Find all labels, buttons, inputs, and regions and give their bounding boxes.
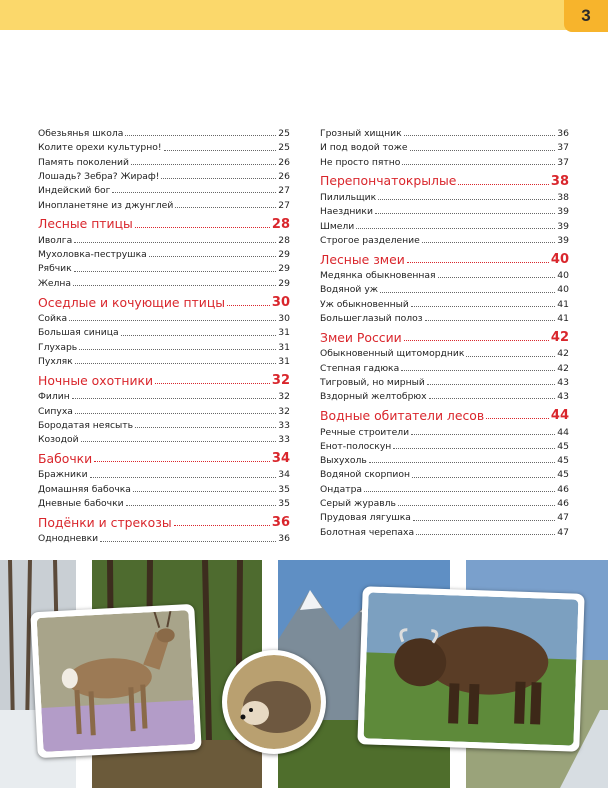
toc-page-number: 36: [557, 128, 569, 140]
toc-page-number: 29: [278, 277, 290, 289]
toc-item: [320, 280, 569, 294]
dot-leader: [404, 340, 549, 341]
toc-page-number: 46: [557, 483, 569, 495]
toc-section: [320, 401, 569, 422]
toc-item-title: Большая синица: [38, 327, 119, 339]
roe-deer-photo: [30, 604, 201, 758]
toc-item: [38, 309, 290, 323]
toc-page-number: 39: [557, 206, 569, 218]
toc-item-title: Желна: [38, 277, 72, 289]
toc-item-title: Сипуха: [38, 405, 73, 417]
photo-collage: [0, 560, 608, 788]
toc-item: [320, 124, 569, 138]
toc-item-title: Речные строители: [320, 426, 410, 438]
dot-leader: [416, 534, 555, 535]
toc-item: [38, 124, 290, 138]
dot-leader: [411, 306, 555, 307]
toc-item-title: Козодой: [38, 434, 79, 446]
toc-section: [38, 444, 290, 465]
dot-leader: [69, 320, 276, 321]
toc-page-number: 31: [278, 355, 290, 367]
toc-item-title: Большеглазый полоз: [320, 313, 423, 325]
toc-page-number: 35: [278, 498, 290, 510]
toc-item: [38, 323, 290, 337]
roe-deer-image: [37, 610, 196, 752]
toc-item: [38, 181, 290, 195]
toc-item: [320, 494, 569, 508]
toc-page-number: 43: [557, 391, 569, 403]
toc-item: [320, 508, 569, 522]
toc-page-number: 31: [278, 341, 290, 353]
toc-item: [38, 245, 290, 259]
dot-leader: [135, 427, 276, 428]
toc-item: [38, 465, 290, 479]
dot-leader: [175, 207, 276, 208]
dot-leader: [72, 398, 277, 399]
dot-leader: [135, 227, 270, 228]
toc-page-number: 28: [278, 234, 290, 246]
dot-leader: [131, 164, 276, 165]
toc-page-number: 38: [557, 191, 569, 203]
toc-section-title: Змеи России: [320, 329, 402, 345]
toc-page-number: 46: [557, 498, 569, 510]
toc-page-number: 33: [278, 419, 290, 431]
hedgehog-image: [227, 655, 321, 749]
toc-page-number: 26: [278, 170, 290, 182]
toc-item-title: Дневные бабочки: [38, 498, 124, 510]
toc-item: [38, 338, 290, 352]
toc-item-title: Колите орехи культурно!: [38, 142, 162, 154]
toc-page-number: 40: [557, 284, 569, 296]
toc-item: [320, 138, 569, 152]
dot-leader: [422, 242, 556, 243]
toc-section-title: Подёнки и стрекозы: [38, 514, 172, 530]
toc-item: [320, 373, 569, 387]
toc-page-number: 41: [557, 313, 569, 325]
toc-page-number: 29: [278, 249, 290, 261]
toc-item: [320, 523, 569, 537]
toc-item: [38, 195, 290, 209]
toc-page-number: 42: [550, 330, 569, 346]
dot-leader: [121, 335, 277, 336]
toc-page-number: 47: [557, 512, 569, 524]
toc-section-title: Бабочки: [38, 450, 93, 466]
dot-leader: [380, 292, 555, 293]
dot-leader: [155, 383, 270, 384]
toc-item: [320, 216, 569, 230]
toc-item: [38, 387, 290, 401]
dot-leader: [74, 271, 277, 272]
dot-leader: [164, 150, 277, 151]
toc-item-title: Глухарь: [38, 341, 78, 353]
toc-page-number: 36: [271, 515, 290, 531]
dot-leader: [429, 398, 556, 399]
toc-item-title: Обезьянья школа: [38, 128, 124, 140]
toc-item-title: Бородатая неясыть: [38, 419, 134, 431]
toc-item: [320, 231, 569, 245]
toc-page-number: 34: [271, 451, 290, 467]
toc-section-title: Оседлые и кочующие птицы: [38, 294, 226, 310]
toc-item-title: Грозный хищник: [320, 128, 402, 140]
toc-page-number: 45: [557, 469, 569, 481]
toc-item: [320, 480, 569, 494]
toc-item: [320, 422, 569, 436]
toc-page-number: 33: [278, 434, 290, 446]
dot-leader: [425, 320, 556, 321]
toc-page-number: 40: [557, 270, 569, 282]
dot-leader: [81, 441, 277, 442]
dot-leader: [438, 277, 556, 278]
toc-item-title: Медянка обыкновенная: [320, 270, 436, 282]
toc-item: [320, 359, 569, 373]
toc-item: [320, 309, 569, 323]
dot-leader: [112, 192, 276, 193]
toc-item-title: Степная гадюка: [320, 362, 400, 374]
toc-item-title: Тигровый, но мирный: [320, 376, 425, 388]
toc-page-number: 35: [278, 483, 290, 495]
dot-leader: [412, 477, 555, 478]
toc-item-title: Иволга: [38, 234, 73, 246]
toc-item-title: Лошадь? Зебра? Жираф!: [38, 170, 160, 182]
dot-leader: [401, 370, 555, 371]
toc-item-title: Мухоловка-пеструшка: [38, 249, 147, 261]
toc-section-title: Лесные птицы: [38, 216, 133, 232]
dot-leader: [73, 285, 276, 286]
dot-leader: [75, 413, 276, 414]
toc-page-number: 39: [557, 220, 569, 232]
dot-leader: [458, 184, 549, 185]
dot-leader: [393, 448, 555, 449]
toc-item-title: Енот-полоскун: [320, 440, 392, 452]
dot-leader: [364, 491, 555, 492]
dot-leader: [398, 505, 555, 506]
toc-page-number: 39: [557, 234, 569, 246]
toc-page-number: 43: [557, 376, 569, 388]
toc-page-number: 28: [271, 216, 290, 232]
toc-section-title: Лесные змеи: [320, 251, 405, 267]
toc-item-title: Бражники: [38, 469, 88, 481]
toc-section: [38, 508, 290, 529]
dot-leader: [427, 384, 555, 385]
toc-item-title: Прудовая лягушка: [320, 512, 411, 524]
dot-leader: [402, 164, 555, 165]
toc-item: [320, 188, 569, 202]
toc-item-title: Строгое разделение: [320, 234, 420, 246]
dot-leader: [466, 356, 555, 357]
bison-image: [364, 592, 579, 745]
toc-page-number: 37: [557, 156, 569, 168]
toc-page-number: 25: [278, 142, 290, 154]
toc-page-number: 32: [271, 373, 290, 389]
toc-item: [320, 266, 569, 280]
toc-section-title: Перепончатокрылые: [320, 173, 457, 189]
toc-item-title: И под водой тоже: [320, 142, 408, 154]
toc-section: [38, 210, 290, 231]
dot-leader: [174, 525, 270, 526]
hedgehog-photo: [222, 650, 326, 754]
toc-section: [320, 323, 569, 344]
toc-page-number: 27: [278, 185, 290, 197]
dot-leader: [486, 418, 549, 419]
toc-item-title: Выхухоль: [320, 455, 367, 467]
toc-item-title: Пилильщик: [320, 191, 377, 203]
toc-page-number: 42: [557, 362, 569, 374]
toc-item-title: Филин: [38, 391, 70, 403]
toc-item: [320, 451, 569, 465]
toc-page-number: 31: [278, 327, 290, 339]
toc-item-title: Водяной скорпион: [320, 469, 410, 481]
toc-item: [38, 259, 290, 273]
toc-page-number: 47: [557, 526, 569, 538]
toc-item: [38, 167, 290, 181]
toc-item: [38, 352, 290, 366]
dot-leader: [161, 178, 276, 179]
toc-item-title: Ондатра: [320, 483, 363, 495]
toc-item-title: Не просто пятно: [320, 156, 401, 168]
toc-item-title: Индейский бог: [38, 185, 111, 197]
bison-photo: [357, 586, 584, 752]
dot-leader: [411, 434, 555, 435]
toc-page-number: 45: [557, 440, 569, 452]
dot-leader: [149, 256, 277, 257]
dot-leader: [125, 135, 276, 136]
toc-item-title: Инопланетяне из джунглей: [38, 199, 174, 211]
toc-item: [38, 274, 290, 288]
toc-item: [320, 295, 569, 309]
dot-leader: [133, 491, 276, 492]
dot-leader: [126, 505, 277, 506]
toc-page-number: 38: [550, 173, 569, 189]
toc-item-title: Однодневки: [38, 533, 99, 545]
toc-item-title: Сойка: [38, 313, 68, 325]
dot-leader: [404, 135, 556, 136]
dot-leader: [369, 462, 556, 463]
toc-item-title: Рябчик: [38, 263, 72, 275]
toc-page-number: 44: [550, 408, 569, 424]
header-bar: [0, 0, 608, 30]
toc-section-title: Ночные охотники: [38, 372, 154, 388]
dot-leader: [413, 520, 555, 521]
page-number-tab: [564, 0, 608, 32]
toc-page-number: 36: [278, 533, 290, 545]
toc-page-number: 41: [557, 298, 569, 310]
toc-page-number: 30: [271, 294, 290, 310]
toc-item: [38, 231, 290, 245]
dot-leader: [375, 213, 555, 214]
toc-item-title: Наездники: [320, 206, 373, 218]
toc-item-title: Уж обыкновенный: [320, 298, 409, 310]
dot-leader: [94, 461, 270, 462]
toc-item: [320, 465, 569, 479]
toc-item: [320, 153, 569, 167]
toc-column-right: [320, 124, 569, 537]
toc-page-number: 32: [278, 405, 290, 417]
toc-page-number: 30: [278, 313, 290, 325]
dot-leader: [79, 349, 276, 350]
toc-page-number: 26: [278, 156, 290, 168]
toc-section: [38, 288, 290, 309]
toc-page-number: 25: [278, 128, 290, 140]
toc-item-title: Шмели: [320, 220, 355, 232]
toc-item-title: Серый журавль: [320, 498, 396, 510]
toc-section: [320, 245, 569, 266]
dot-leader: [378, 199, 555, 200]
toc-item: [38, 494, 290, 508]
toc-item: [38, 416, 290, 430]
toc-item: [38, 153, 290, 167]
toc-page-number: 29: [278, 263, 290, 275]
toc-item-title: Обыкновенный щитомордник: [320, 348, 465, 360]
dot-leader: [75, 363, 277, 364]
toc-page-number: 42: [557, 348, 569, 360]
toc-column-left: [38, 124, 290, 544]
toc-item: [320, 202, 569, 216]
toc-item: [38, 529, 290, 543]
dot-leader: [407, 262, 549, 263]
toc-page-number: 44: [557, 426, 569, 438]
dot-leader: [410, 150, 556, 151]
toc-item: [320, 437, 569, 451]
toc-item: [38, 430, 290, 444]
toc-item: [320, 344, 569, 358]
dot-leader: [227, 305, 270, 306]
toc-item-title: Болотная черепаха: [320, 526, 415, 538]
toc-page-number: 37: [557, 142, 569, 154]
toc-item-title: Домашняя бабочка: [38, 483, 131, 495]
dot-leader: [90, 477, 277, 478]
toc-page-number: 34: [278, 469, 290, 481]
toc-item: [38, 138, 290, 152]
dot-leader: [74, 242, 276, 243]
toc-item-title: Пухляк: [38, 355, 73, 367]
toc-section: [320, 167, 569, 188]
dot-leader: [356, 228, 555, 229]
toc-item-title: Память поколений: [38, 156, 129, 168]
toc-item: [38, 480, 290, 494]
toc-item-title: Вздорный желтобрюх: [320, 391, 427, 403]
toc-item: [38, 401, 290, 415]
toc-page-number: 32: [278, 391, 290, 403]
toc-section: [38, 366, 290, 387]
page-number: 3: [581, 6, 591, 25]
toc-page-number: 45: [557, 455, 569, 467]
toc-section-title: Водные обитатели лесов: [320, 408, 485, 424]
toc-page-number: 40: [550, 252, 569, 268]
dot-leader: [100, 541, 276, 542]
toc-page-number: 27: [278, 199, 290, 211]
toc-item: [320, 387, 569, 401]
toc-item-title: Водяной уж: [320, 284, 379, 296]
